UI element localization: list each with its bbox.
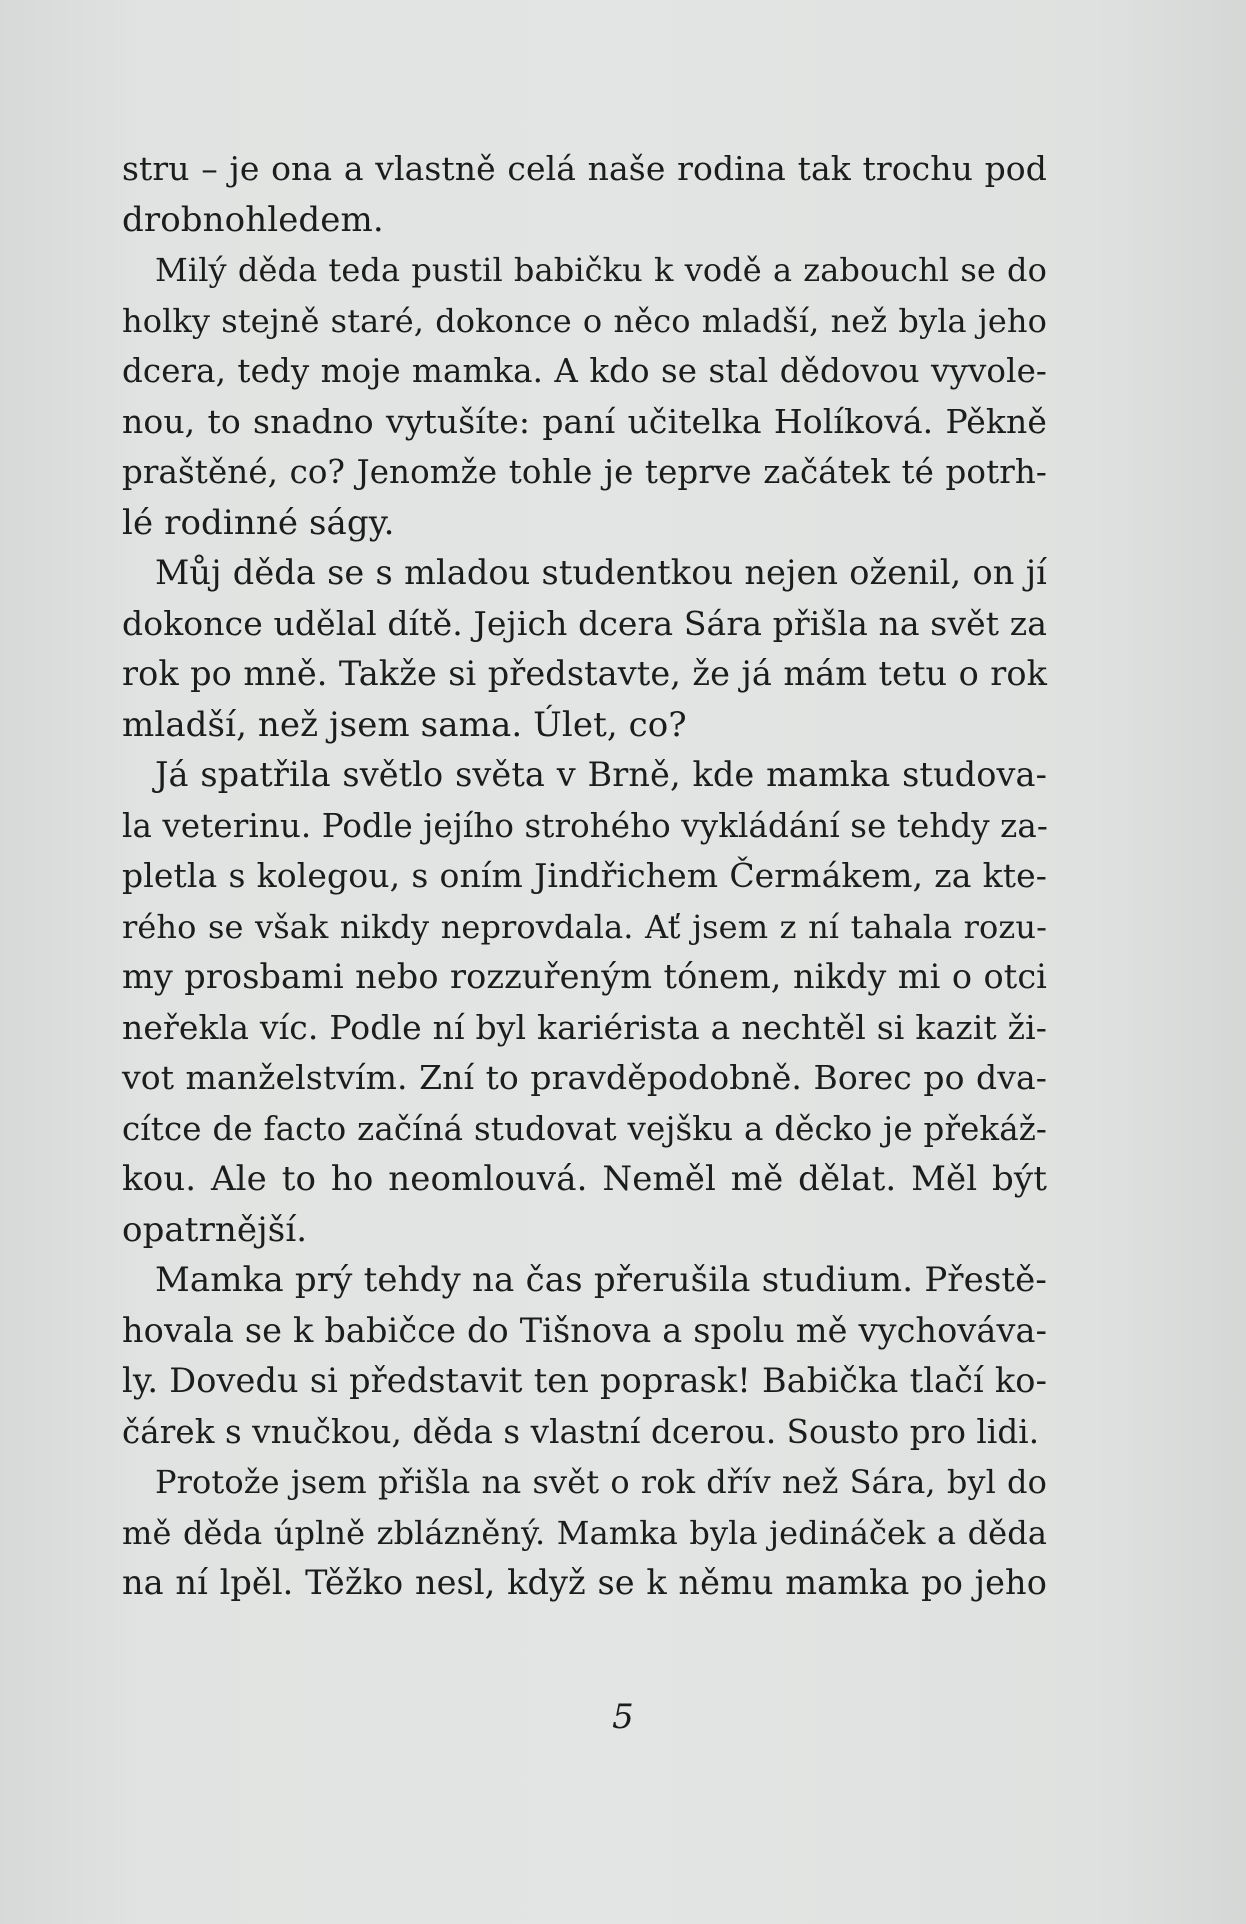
text-line: dcera, tedy moje mamka. A kdo se stal dědovou vyvole-: [122, 352, 1047, 390]
text-line: pletla s kolegou, s oním Jindřichem Čermákem, za kte-: [122, 856, 1047, 895]
text-line: rok po mně. Takže si představte, že já mám tetu o rok: [122, 654, 1047, 693]
text-line: mladší, než jsem sama. Úlet, co?: [122, 704, 687, 745]
text-line: dokonce udělal dítě. Jejich dcera Sára přišla na svět za: [122, 603, 1047, 643]
text-line: hovala se k babičce do Tišnova a spolu mě vychováva-: [122, 1310, 1047, 1350]
text-line: neřekla víc. Podle ní byl kariérista a nechtěl si kazit ži-: [122, 1007, 1047, 1047]
text-line: praštěné, co? Jenomže tohle je teprve začátek té potrh-: [122, 453, 1047, 491]
text-line: holky stejně staré, dokonce o něco mladší, než byla jeho: [122, 301, 1047, 340]
body-text: [122, 144, 1047, 1609]
text-line: la veterinu. Podle jejího strohého vykládání se tehdy za-: [122, 806, 1048, 845]
text-line: lé rodinné ságy.: [122, 502, 395, 543]
text-line: kou. Ale to ho neomlouvá. Neměl mě dělat. Měl být: [122, 1159, 1047, 1199]
text-line: Milý děda teda pustil babičku k vodě a zabouchl se do: [155, 251, 1047, 289]
text-line: Já spatřila světlo světa v Brně, kde mamka studova-: [155, 755, 1047, 794]
page-number: 5: [612, 1697, 634, 1737]
text-line: Můj děda se s mladou studentkou nejen oženil, on jí: [155, 553, 1047, 592]
text-line: vot manželstvím. Zní to pravděpodobně. Borec po dva-: [122, 1058, 1047, 1097]
text-line: opatrnější.: [122, 1209, 308, 1250]
text-line: nou, to snadno vytušíte: paní učitelka Holíková. Pěkně: [122, 401, 1047, 441]
text-line: Mamka prý tehdy na čas přerušila studium. Přestě-: [155, 1260, 1047, 1300]
text-line: my prosbami nebo rozzuřeným tónem, nikdy mi o otci: [122, 957, 1047, 996]
text-line: ly. Dovedu si představit ten poprask! Babička tlačí ko-: [122, 1361, 1047, 1400]
text-line: stru – je ona a vlastně celá naše rodina tak trochu pod: [122, 149, 1047, 188]
text-line: na ní lpěl. Těžko nesl, když se k němu mamka po jeho: [122, 1563, 1047, 1602]
text-line: čárek s vnučkou, děda s vlastní dcerou. Sousto pro lidi.: [122, 1412, 1040, 1451]
text-line: rého se však nikdy neprovdala. Ať jsem z ní tahala rozu-: [122, 907, 1047, 946]
text-line: mě děda úplně zblázněný. Mamka byla jedináček a děda: [122, 1513, 1047, 1552]
text-line: Protože jsem přišla na svět o rok dřív než Sára, byl do: [155, 1463, 1047, 1501]
text-line: drobnohledem.: [122, 199, 384, 240]
text-line: cítce de facto začíná studovat vejšku a děcko je překáž-: [122, 1109, 1047, 1148]
